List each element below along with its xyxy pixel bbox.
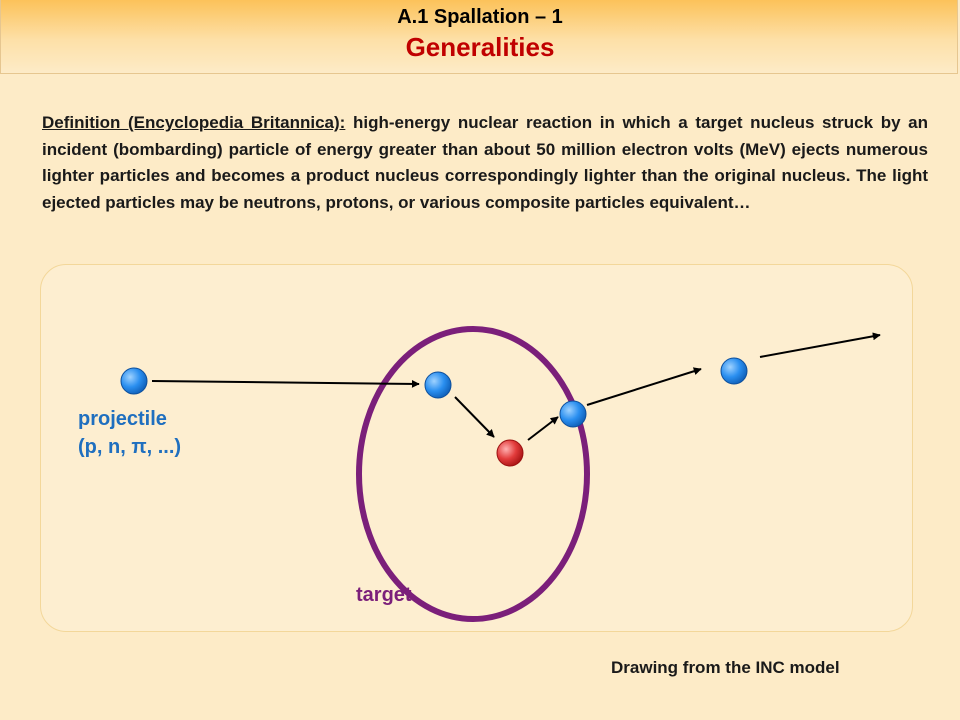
- cascade-arrow-1: [455, 397, 494, 437]
- target-label: target: [356, 584, 412, 606]
- definition-text: high-energy nuclear reaction in which a target nucleus struck by an incident (bombarding) particle of energy greater than about 50 million electron volts (MeV) ejects numerous lighter particles and becomes a product nucleus correspondingly lighter than the original nucleus. The light ejected particles may be neutrons, protons, or various composite particles equivalent…: [42, 113, 928, 212]
- nucleon-particle-1: [425, 372, 451, 398]
- projectile-label: projectile: [78, 408, 167, 430]
- target-nucleus-ring: [359, 329, 587, 619]
- slide-title: Generalities: [405, 32, 555, 62]
- ejection-arrow-1: [587, 369, 701, 405]
- ejected-particle: [721, 358, 747, 384]
- ejection-arrow-2: [760, 335, 880, 357]
- projectile-trajectory-arrow: [152, 381, 419, 384]
- projectile-types-label: (p, n, π, ...): [78, 436, 182, 458]
- definition-label: Definition (Encyclopedia Britannica):: [42, 113, 346, 132]
- figure-caption: Drawing from the INC model: [611, 658, 840, 677]
- projectile-particle: [121, 368, 147, 394]
- cascade-arrow-2: [528, 417, 558, 440]
- slide-subtitle: A.1 Spallation – 1: [397, 6, 563, 28]
- projectile-label-group: [78, 405, 181, 461]
- struck-nucleon-particle: [497, 440, 523, 466]
- nucleon-particle-2: [560, 401, 586, 427]
